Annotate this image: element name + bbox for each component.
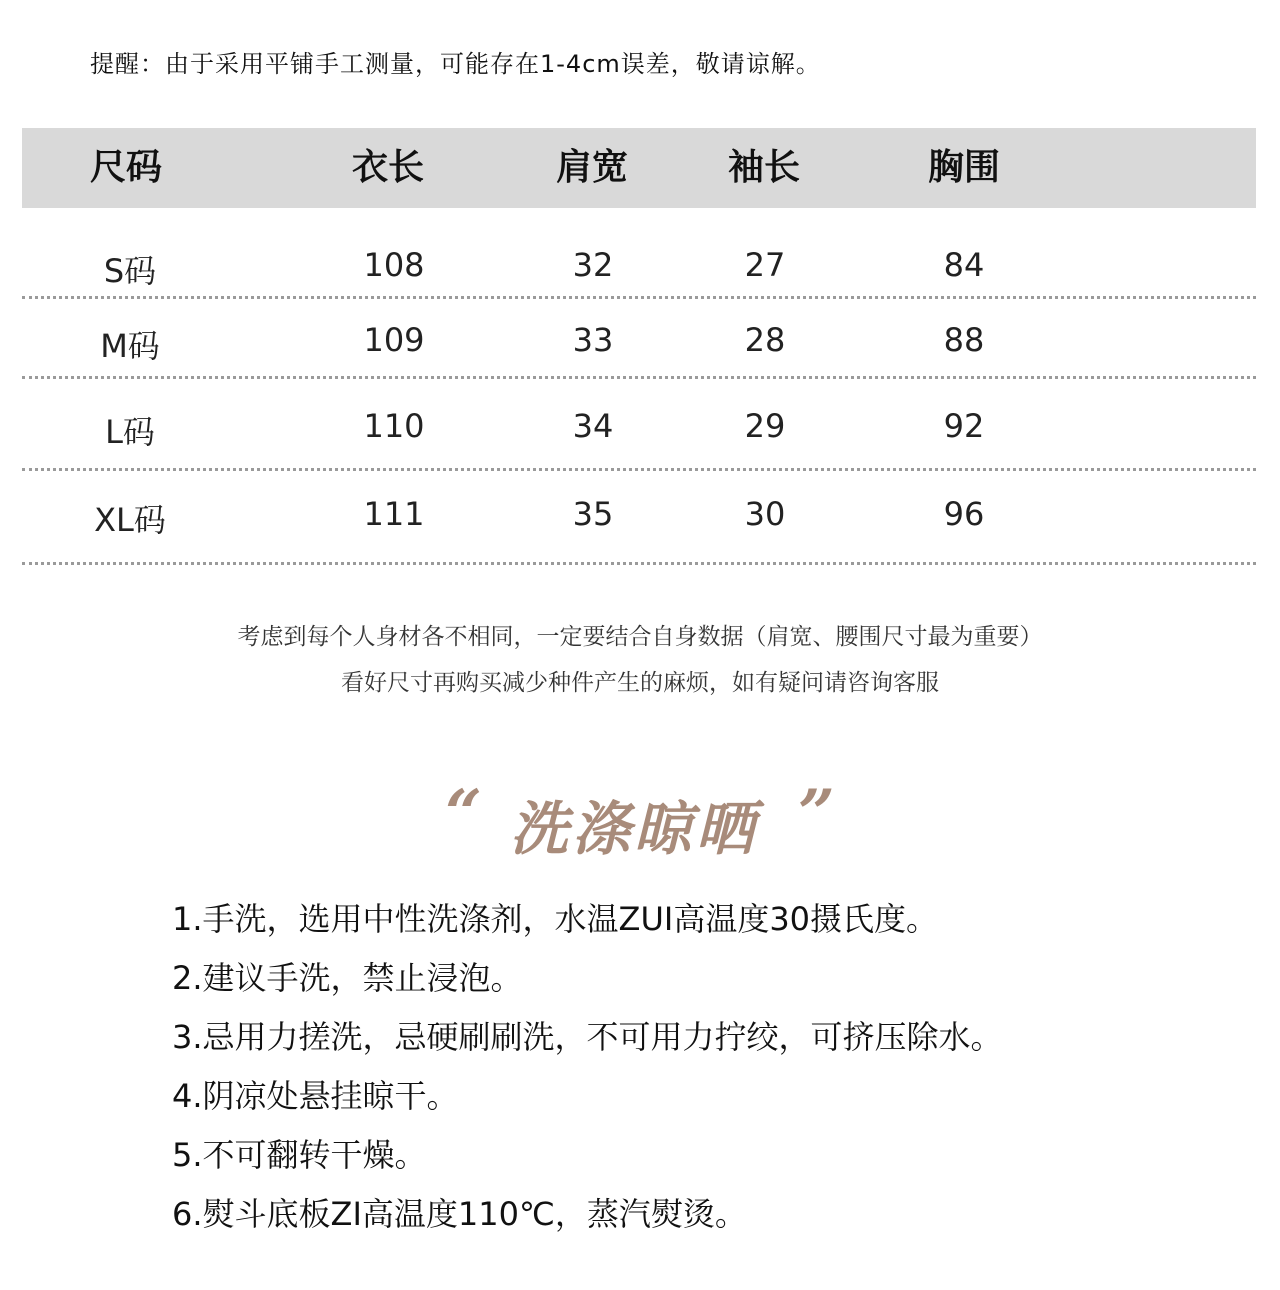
- table-header-row: [22, 128, 1256, 208]
- list-item: 1.手洗，选用中性洗涤剂，水温ZUI高温度30摄氏度。: [172, 900, 939, 938]
- table-row: [22, 299, 1256, 379]
- header-length: 衣长: [352, 147, 425, 188]
- cell-sleeve: 27: [744, 246, 786, 284]
- cell-chest: 96: [943, 495, 985, 533]
- header-size: 尺码: [90, 147, 163, 188]
- cell-shoulder: 32: [572, 246, 614, 284]
- cell-size: M码: [100, 327, 160, 365]
- cell-size: L码: [105, 413, 155, 451]
- cell-chest: 84: [943, 246, 985, 284]
- cell-size: XL码: [94, 501, 166, 539]
- list-item: 2.建议手洗，禁止浸泡。: [172, 959, 523, 997]
- cell-chest: 88: [943, 321, 985, 359]
- wash-title-text: 洗涤晾晒: [509, 795, 758, 863]
- list-item: 4.阴凉处悬挂晾干。: [172, 1077, 459, 1115]
- list-item: 3.忌用力搓洗，忌硬刷刷洗，不可用力拧绞，可挤压除水。: [172, 1018, 1003, 1056]
- cell-length: 110: [363, 407, 425, 445]
- advice-line-1: 考虑到每个人身材各不相同，一定要结合自身数据（肩宽、腰围尺寸最为重要）: [237, 624, 1043, 650]
- open-quote-mark: “: [445, 776, 482, 851]
- cell-length: 108: [363, 246, 425, 284]
- list-item: 5.不可翻转干燥。: [172, 1136, 427, 1174]
- wash-section-title: [0, 776, 1280, 866]
- cell-shoulder: 35: [572, 495, 614, 533]
- cell-shoulder: 33: [572, 321, 614, 359]
- list-item: 6.熨斗底板ZI高温度110℃，蒸汽熨烫。: [172, 1195, 747, 1233]
- header-sleeve: 袖长: [728, 147, 801, 188]
- cell-length: 111: [363, 495, 425, 533]
- cell-length: 109: [363, 321, 425, 359]
- table-row: [22, 471, 1256, 565]
- header-chest: 胸围: [928, 147, 1001, 188]
- wash-instructions-list: [172, 896, 1003, 1250]
- cell-sleeve: 30: [744, 495, 786, 533]
- advice-line-2: 看好尺寸再购买减少种件产生的麻烦，如有疑问请咨询客服: [341, 670, 939, 696]
- cell-chest: 92: [943, 407, 985, 445]
- cell-size: S码: [103, 252, 157, 290]
- size-table: [22, 128, 1256, 539]
- close-quote-mark: ”: [798, 776, 835, 851]
- table-row: [22, 208, 1256, 299]
- cell-sleeve: 29: [744, 407, 786, 445]
- cell-sleeve: 28: [744, 321, 786, 359]
- header-shoulder: 肩宽: [556, 147, 629, 188]
- measurement-notice: 提醒：由于采用平铺手工测量，可能存在1-4cm误差，敬请谅解。: [90, 50, 821, 78]
- cell-shoulder: 34: [572, 407, 614, 445]
- table-row: [22, 379, 1256, 471]
